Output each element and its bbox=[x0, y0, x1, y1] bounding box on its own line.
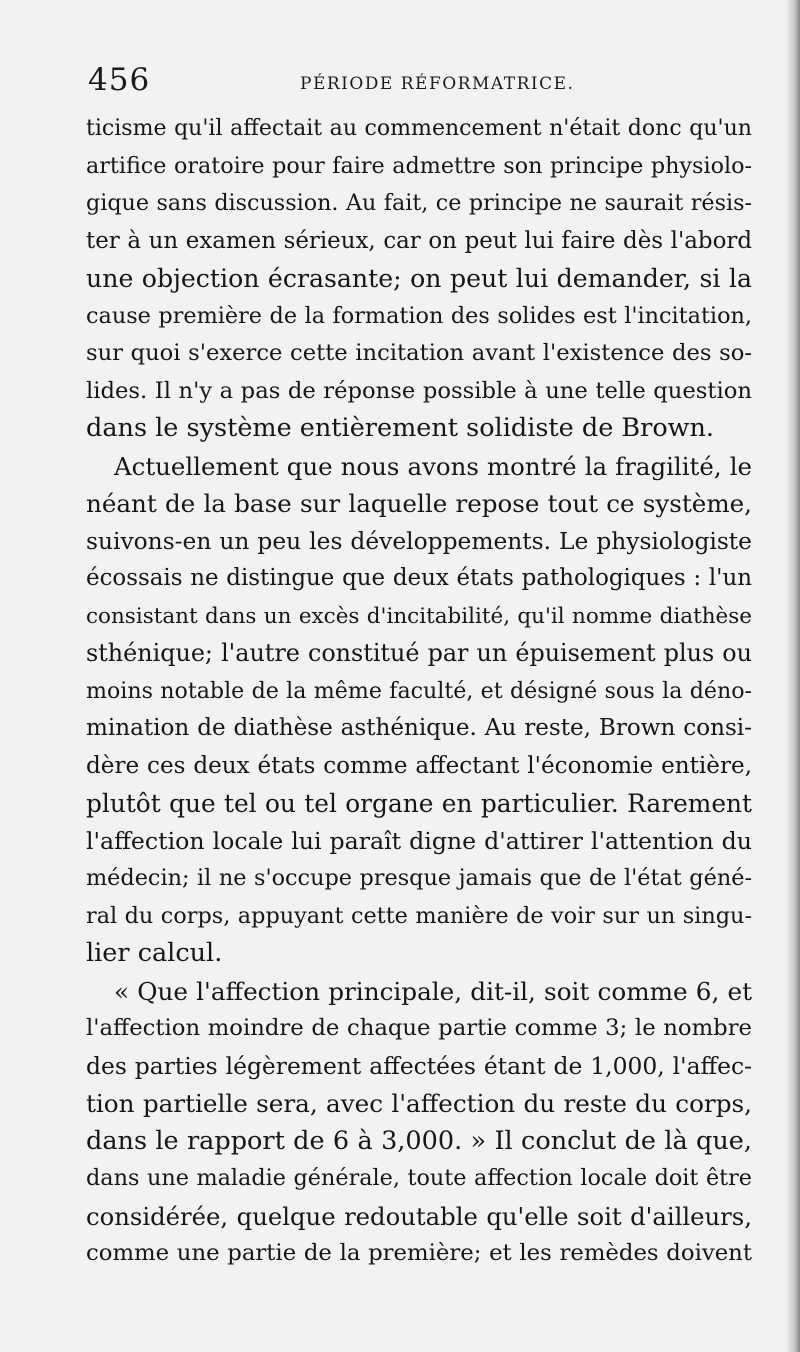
text-line: comme une partie de la première; et les remèdes doivent bbox=[86, 1240, 752, 1266]
text-line: ral du corps, appuyant cette manière de voir sur un singu- bbox=[86, 902, 752, 929]
text-line: dère ces deux états comme affectant l'économie entière, bbox=[86, 752, 752, 779]
text-line: plutôt que tel ou tel organe en particulier. Rarement bbox=[86, 789, 752, 818]
text-line: considérée, quelque redoutable qu'elle soit d'ailleurs, bbox=[86, 1201, 752, 1231]
text-line: sthénique; l'autre constitué par un épuisement plus ou bbox=[86, 639, 752, 667]
text-line: ticisme qu'il affectait au commencement n'était donc qu'un bbox=[86, 116, 752, 141]
text-line: des parties légèrement affectées étant de 1,000, l'affec- bbox=[86, 1051, 752, 1080]
text-line: consistant dans un excès d'incitabilité, qu'il nomme diathèse bbox=[86, 603, 752, 629]
text-line: dans le rapport de 6 à 3,000. » Il conclut de là que, bbox=[86, 1125, 752, 1156]
text-line: dans une maladie générale, toute affection locale doit être bbox=[86, 1165, 752, 1191]
text-line: mination de diathèse asthénique. Au reste, Brown consi- bbox=[86, 715, 752, 741]
text-line: lier calcul. bbox=[86, 938, 223, 968]
text-line: moins notable de la même faculté, et désigné sous la déno- bbox=[86, 677, 752, 704]
text-line: écossais ne distingue que deux états pathologiques : l'un bbox=[86, 565, 752, 591]
running-title: PÉRIODE RÉFORMATRICE. bbox=[300, 74, 575, 94]
text-line: une objection écrasante; on peut lui demander, si la bbox=[86, 264, 752, 293]
text-line: sur quoi s'exerce cette incitation avant l'existence des so- bbox=[86, 340, 752, 366]
text-line: gique sans discussion. Au fait, ce principe ne saurait résis- bbox=[86, 190, 752, 216]
text-line: lides. Il n'y a pas de réponse possible à une telle question bbox=[86, 377, 752, 404]
page-header bbox=[88, 62, 752, 112]
text-line: médecin; il ne s'occupe presque jamais que de l'état géné- bbox=[86, 865, 752, 891]
text-line: artifice oratoire pour faire admettre son principe physiolo- bbox=[86, 152, 752, 179]
text-line: « Que l'affection principale, dit-il, soit comme 6, et bbox=[114, 976, 752, 1006]
text-line: Actuellement que nous avons montré la fragilité, le bbox=[114, 451, 752, 481]
body-text bbox=[86, 110, 752, 1273]
text-line: l'affection moindre de chaque partie comme 3; le nombre bbox=[86, 1015, 752, 1041]
text-line: tion partielle sera, avec l'affection du reste du corps, bbox=[86, 1089, 752, 1118]
text-line: dans le système entièrement solidiste de Brown. bbox=[86, 413, 715, 443]
text-line: cause première de la formation des solides est l'incitation, bbox=[86, 302, 752, 329]
text-line: l'affection locale lui paraît digne d'attirer l'attention du bbox=[86, 826, 752, 855]
text-line: ter à un examen sérieux, car on peut lui faire dès l'abord bbox=[86, 227, 752, 254]
text-line: néant de la base sur laquelle repose tout ce système, bbox=[86, 489, 752, 518]
page-number: 456 bbox=[88, 62, 151, 98]
text-line: suivons-en un peu les développements. Le physiologiste bbox=[86, 526, 752, 555]
